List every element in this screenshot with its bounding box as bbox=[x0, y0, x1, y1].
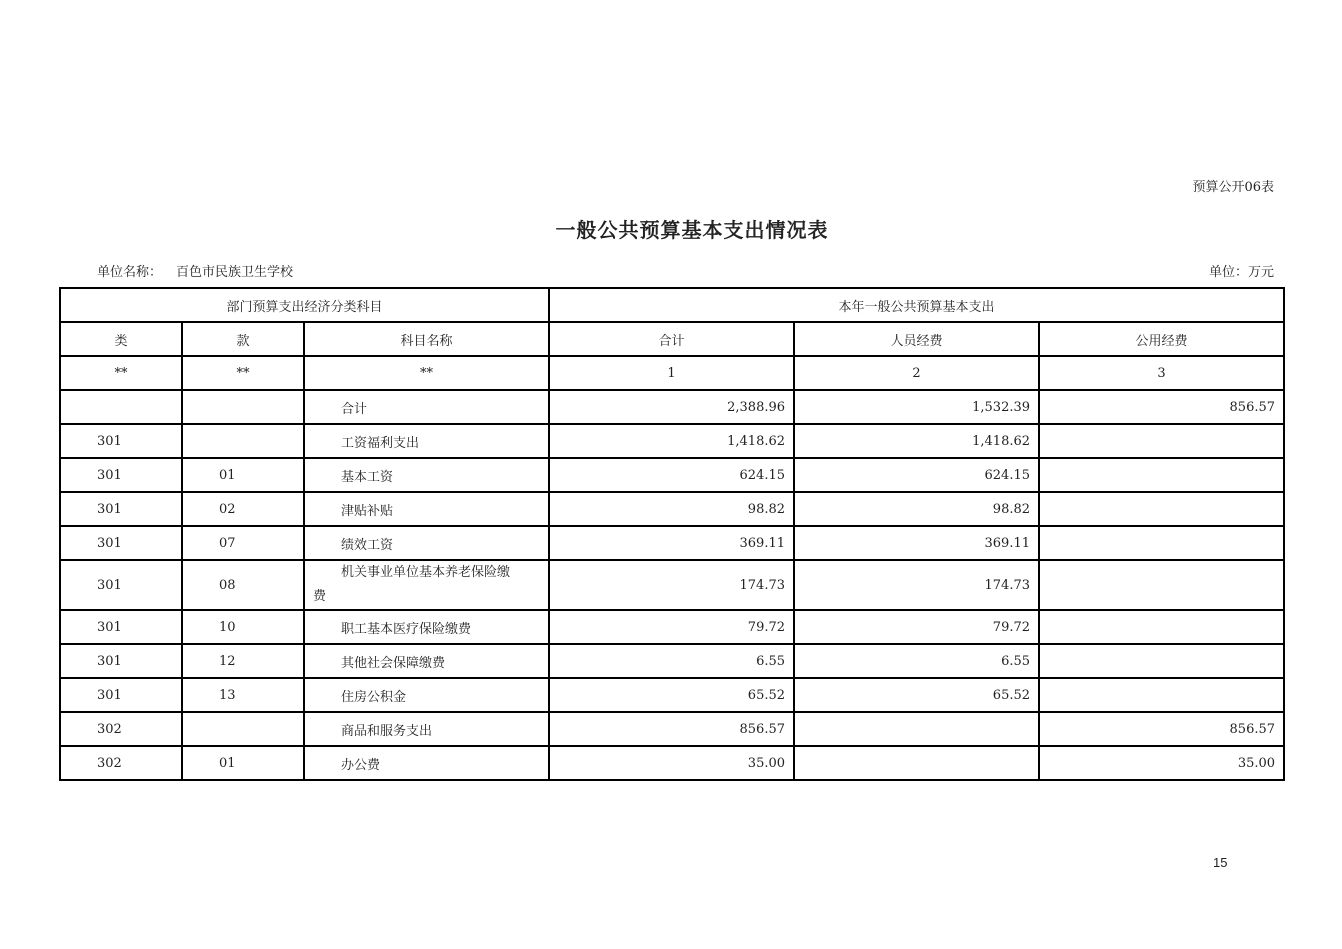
lei-cell: 302 bbox=[60, 712, 182, 746]
kuan-cell: 08 bbox=[182, 560, 304, 610]
table-row bbox=[60, 678, 1284, 712]
name-cell bbox=[304, 560, 549, 610]
total-cell: 6.55 bbox=[549, 644, 794, 678]
public-cell bbox=[1039, 644, 1284, 678]
total-cell: 174.73 bbox=[549, 560, 794, 610]
unit-label: 单位：万元 bbox=[1208, 265, 1274, 280]
column-header-kuan: 款 bbox=[182, 322, 304, 356]
total-cell: 624.15 bbox=[549, 458, 794, 492]
kuan-cell: 10 bbox=[182, 610, 304, 644]
table-row bbox=[60, 390, 1284, 424]
total-cell: 98.82 bbox=[549, 492, 794, 526]
personnel-cell: 1,418.62 bbox=[794, 424, 1039, 458]
group-header-row bbox=[60, 288, 1284, 322]
total-cell: 35.00 bbox=[549, 746, 794, 780]
public-cell bbox=[1039, 526, 1284, 560]
personnel-cell bbox=[794, 712, 1039, 746]
index-cell: 2 bbox=[794, 356, 1039, 390]
table-number: 预算公开06表 bbox=[1192, 180, 1274, 195]
lei-cell: 302 bbox=[60, 746, 182, 780]
lei-cell: 301 bbox=[60, 644, 182, 678]
name-cell: 基本工资 bbox=[304, 458, 549, 492]
public-cell bbox=[1039, 560, 1284, 610]
table-row bbox=[60, 644, 1284, 678]
group-header-expenditure: 本年一般公共预算基本支出 bbox=[549, 288, 1284, 322]
table-row bbox=[60, 560, 1284, 610]
kuan-cell bbox=[182, 712, 304, 746]
index-cell: ** bbox=[60, 356, 182, 390]
public-cell bbox=[1039, 678, 1284, 712]
lei-cell: 301 bbox=[60, 678, 182, 712]
unit-name bbox=[97, 261, 293, 280]
name-line-1: 机关事业单位基本养老保险缴 bbox=[341, 565, 511, 580]
column-header-personnel: 人员经费 bbox=[794, 322, 1039, 356]
kuan-cell: 01 bbox=[182, 458, 304, 492]
index-cell: ** bbox=[182, 356, 304, 390]
name-cell: 合计 bbox=[304, 390, 549, 424]
name-cell: 办公费 bbox=[304, 746, 549, 780]
public-cell: 856.57 bbox=[1039, 712, 1284, 746]
public-cell: 856.57 bbox=[1039, 390, 1284, 424]
public-cell bbox=[1039, 458, 1284, 492]
index-cell: ** bbox=[304, 356, 549, 390]
name-cell: 商品和服务支出 bbox=[304, 712, 549, 746]
lei-cell: 301 bbox=[60, 492, 182, 526]
personnel-cell: 79.72 bbox=[794, 610, 1039, 644]
total-cell: 1,418.62 bbox=[549, 424, 794, 458]
public-cell bbox=[1039, 492, 1284, 526]
kuan-cell: 07 bbox=[182, 526, 304, 560]
kuan-cell bbox=[182, 390, 304, 424]
column-header-row bbox=[60, 322, 1284, 356]
table-row bbox=[60, 746, 1284, 780]
table-row bbox=[60, 424, 1284, 458]
index-row bbox=[60, 356, 1284, 390]
column-header-public: 公用经费 bbox=[1039, 322, 1284, 356]
kuan-cell: 01 bbox=[182, 746, 304, 780]
name-cell: 工资福利支出 bbox=[304, 424, 549, 458]
total-cell: 369.11 bbox=[549, 526, 794, 560]
budget-table bbox=[59, 287, 1285, 781]
lei-cell: 301 bbox=[60, 560, 182, 610]
kuan-cell: 12 bbox=[182, 644, 304, 678]
column-header-total: 合计 bbox=[549, 322, 794, 356]
total-cell: 79.72 bbox=[549, 610, 794, 644]
lei-cell: 301 bbox=[60, 526, 182, 560]
page-number: 15 bbox=[1213, 855, 1228, 870]
index-cell: 3 bbox=[1039, 356, 1284, 390]
kuan-cell: 02 bbox=[182, 492, 304, 526]
lei-cell: 301 bbox=[60, 424, 182, 458]
name-cell: 绩效工资 bbox=[304, 526, 549, 560]
table-row bbox=[60, 526, 1284, 560]
column-header-lei: 类 bbox=[60, 322, 182, 356]
personnel-cell: 65.52 bbox=[794, 678, 1039, 712]
lei-cell: 301 bbox=[60, 610, 182, 644]
total-cell: 65.52 bbox=[549, 678, 794, 712]
kuan-cell bbox=[182, 424, 304, 458]
personnel-cell: 1,532.39 bbox=[794, 390, 1039, 424]
public-cell: 35.00 bbox=[1039, 746, 1284, 780]
personnel-cell bbox=[794, 746, 1039, 780]
column-header-name: 科目名称 bbox=[304, 322, 549, 356]
page-title: 一般公共预算基本支出情况表 bbox=[555, 218, 829, 242]
name-line-2: 费 bbox=[313, 589, 327, 604]
lei-cell bbox=[60, 390, 182, 424]
kuan-cell: 13 bbox=[182, 678, 304, 712]
personnel-cell: 174.73 bbox=[794, 560, 1039, 610]
table-row bbox=[60, 610, 1284, 644]
lei-cell: 301 bbox=[60, 458, 182, 492]
group-header-classification: 部门预算支出经济分类科目 bbox=[60, 288, 549, 322]
name-cell: 津贴补贴 bbox=[304, 492, 549, 526]
unit-name-label: 单位名称： bbox=[97, 265, 163, 280]
table-row bbox=[60, 458, 1284, 492]
total-cell: 2,388.96 bbox=[549, 390, 794, 424]
unit-name-value: 百色市民族卫生学校 bbox=[176, 265, 294, 280]
total-cell: 856.57 bbox=[549, 712, 794, 746]
personnel-cell: 624.15 bbox=[794, 458, 1039, 492]
name-cell: 住房公积金 bbox=[304, 678, 549, 712]
index-cell: 1 bbox=[549, 356, 794, 390]
name-cell: 其他社会保障缴费 bbox=[304, 644, 549, 678]
table-row bbox=[60, 712, 1284, 746]
personnel-cell: 98.82 bbox=[794, 492, 1039, 526]
table-row bbox=[60, 492, 1284, 526]
name-cell: 职工基本医疗保险缴费 bbox=[304, 610, 549, 644]
personnel-cell: 6.55 bbox=[794, 644, 1039, 678]
public-cell bbox=[1039, 424, 1284, 458]
public-cell bbox=[1039, 610, 1284, 644]
personnel-cell: 369.11 bbox=[794, 526, 1039, 560]
